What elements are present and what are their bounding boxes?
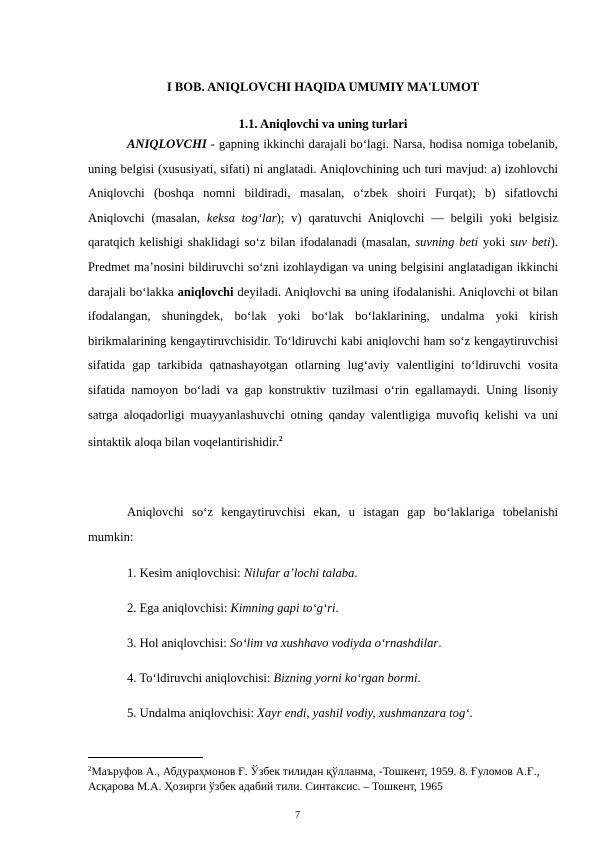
text-segment: ). Predmet ma’nosini bildiruvchi so‘zni izohlaydigan va uning belgisini anglatadigan ikkinchi darajali bo‘lakka — [88, 235, 558, 299]
lead-term: ANIQLOVCHI — [127, 137, 207, 151]
footnote-divider — [88, 757, 203, 758]
page-number: 7 — [295, 810, 300, 821]
chapter-title: I BOB. ANIQLOVCHI HAQIDA UMUMIY MA'LUMOT — [166, 80, 480, 94]
footnote — [88, 762, 563, 794]
footnote-text: Маъруфов А., Абдураҳмонов Ғ. Ўзбек тилидан қўлланма, -Тошкент, 1959. 8. Ғуломов А.Ғ., Асқарова М.А. Ҳозирги ўзбек адабий тили. Синтаксис. – Тошкент, 1965 — [88, 765, 540, 793]
paragraph-definition — [88, 132, 558, 455]
item-label: 4. To‘ldiruvchi aniqlovchisi: — [127, 671, 274, 685]
footnote-mark: 2 — [88, 765, 92, 773]
item-example: So‘lim va xushhavo vodiyda o‘rnashdilar — [229, 636, 439, 650]
item-label: 2. Ega aniqlovchisi: — [127, 601, 231, 615]
paragraph-subordination: Aniqlovchi so‘z kengaytiruvchisi ekan, u istagan gap bo‘laklariga tobelanishi mumkin: — [88, 505, 558, 544]
item-label: 5. Undalma aniqlovchisi: — [127, 706, 258, 720]
section-title: 1.1. Aniqlovchi va uning turlari — [238, 117, 408, 131]
example-text: keksa tog‘lar — [206, 210, 277, 225]
example-text: suvning beti — [415, 235, 479, 250]
example-text: suv beti — [510, 235, 551, 250]
text-segment: yoki — [478, 235, 511, 250]
list-item: 3. Hol aniqlovchisi: So‘lim va xushhavo vodiyda o‘rnashdilar. — [127, 636, 442, 650]
text-segment: deyiladi. Aniqlovchi вa uning ifodalanishi. Aniqlovchi ot bilan ifodalangan, shuningdek, bo‘lak yoki bo‘lak bo‘laklarining, undalma yoki kirish birikmalarining kengaytiruvchisidir. To‘ldiruvchi kabi aniqlovchi ham so‘z kengaytiruvchisi sifatida gap tarkibida qatnashayotgan otlarning lug‘aviy valentligini to‘ldiruvchi vosita sifatida namoyon bo‘ladi va gap konstruktiv tuzilmasi o‘rin egallamaydi. Uning lisoniy satrga aloqadorligi muayyanlashuvchi otning qanday valentligiga muvofiq kelishi va uni sintaktik aloqa bilan voqelantirishidir. — [88, 284, 558, 450]
list-item: 1. Kesim aniqlovchisi: Nilufar a’lochi talaba. — [127, 566, 358, 580]
text-segment: - gapning ikkinchi darajali bo‘lagi. Narsa, hodisa nomiga tobelanib, uning belgisi (xususiyati, sifati) ni anglatadi. Aniqlovchining uch turi mavjud: a) izohlovchi Aniqlovchi (boshqa nomni bildiradi, masalan, o‘zbek shoiri Furqat); b) sifatlovchi Aniqlovchi (masalan, — [88, 137, 558, 225]
item-example: Kimning gapi to‘g‘ri — [230, 601, 336, 615]
item-example: Nilufar a’lochi talaba — [243, 566, 355, 580]
item-example: Xayr endi, yashil vodiy, xushmanzara tog‘ — [257, 706, 470, 720]
bold-term: aniqlovchi — [177, 284, 234, 299]
list-item: 2. Ega aniqlovchisi: Kimning gapi to‘g‘ri. — [127, 601, 339, 615]
item-label: 3. Hol aniqlovchisi: — [127, 636, 230, 650]
item-example: Bizning yorni ko‘rgan bormi — [273, 671, 418, 685]
list-item: 5. Undalma aniqlovchisi: Xayr endi, yashil vodiy, xushmanzara tog‘. — [127, 706, 473, 720]
list-item: 4. To‘ldiruvchi aniqlovchisi: Bizning yorni ko‘rgan bormi. — [127, 671, 421, 685]
item-label: 1. Kesim aniqlovchisi: — [127, 566, 244, 580]
footnote-reference[interactable]: 2 — [278, 435, 283, 444]
text-segment: ); v) qaratuvchi Aniqlovchi — belgili yoki belgisiz qaratqich kelishigi shaklidagi so‘z bilan ifodalanadi (masalan, — [88, 210, 558, 250]
